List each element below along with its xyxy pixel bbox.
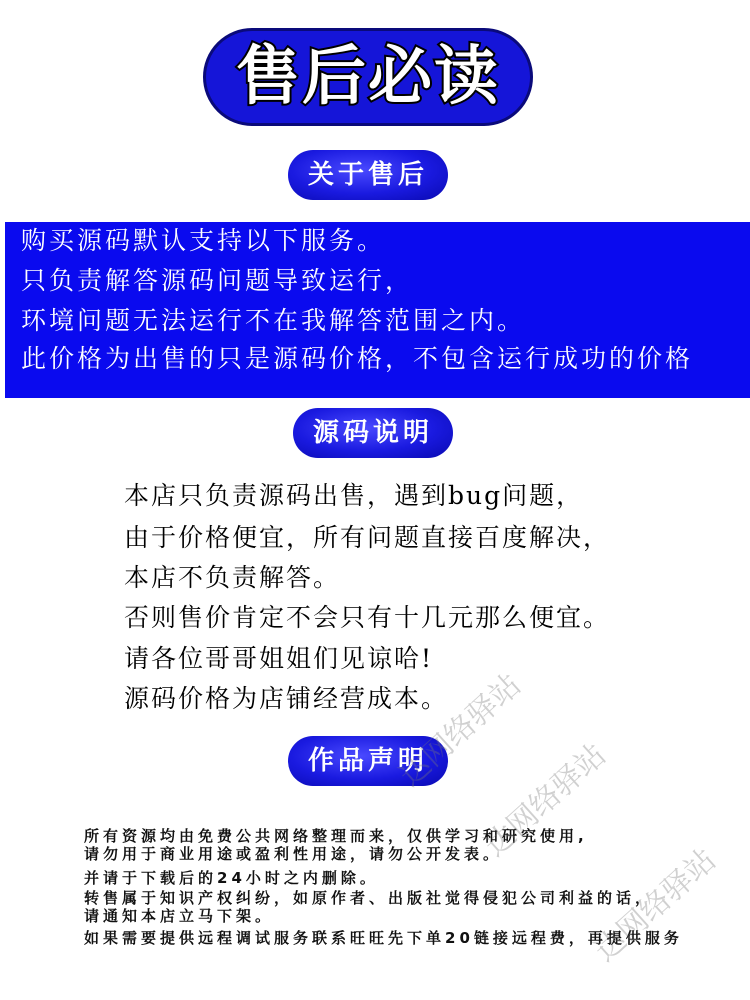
works-line: 并请于下载后的24小时之内删除。 (84, 869, 379, 887)
about-line: 此价格为出售的只是源码价格，不包含运行成功的价格 (21, 344, 694, 373)
watermark-text: 达网络驿站 (477, 737, 613, 864)
watermark-text: 达网络驿站 (587, 842, 723, 969)
works-line: 转售属于知识产权纠纷，如原作者、出版社觉得侵犯公司利益的话， (84, 889, 655, 907)
about-line: 环境问题无法运行不在我解答范围之内。 (21, 306, 526, 335)
section-label-source: 源码说明 (312, 418, 433, 448)
section-label-about: 关于售后 (307, 160, 428, 190)
section-label-works: 作品声明 (307, 746, 428, 776)
watermark-text: 达网络驿站 (392, 667, 528, 794)
works-line: 如果需要提供远程调试服务联系旺旺先下单20链接远程费，再提供服务 (84, 929, 683, 947)
title-banner (203, 28, 533, 126)
source-line: 否则售价肯定不会只有十几元那么便宜。 (124, 603, 611, 632)
section-header-about (288, 150, 448, 200)
works-line: 所有资源均由免费公共网络整理而来，仅供学习和研究使用, (84, 827, 588, 845)
source-line: 源码价格为店铺经营成本。 (124, 684, 449, 713)
about-line: 购买源码默认支持以下服务。 (21, 226, 386, 255)
section-header-works (288, 736, 448, 786)
source-line: 请各位哥哥姐姐们见谅哈! (124, 644, 434, 673)
section-header-source (293, 408, 453, 458)
source-line: 本店只负责源码出售，遇到bug问题， (124, 481, 584, 510)
about-text-band (5, 222, 750, 398)
source-line: 本店不负责解答。 (124, 563, 341, 592)
works-line: 请勿用于商业用途或盈利性用途，请勿公开发表。 (84, 845, 503, 863)
works-line: 请通知本店立马下架。 (84, 907, 275, 925)
source-line: 由于价格便宜，所有问题直接百度解决， (124, 523, 611, 552)
page-title: 售后必读 (236, 40, 500, 114)
about-line: 只负责解答源码问题导致运行， (21, 266, 414, 295)
